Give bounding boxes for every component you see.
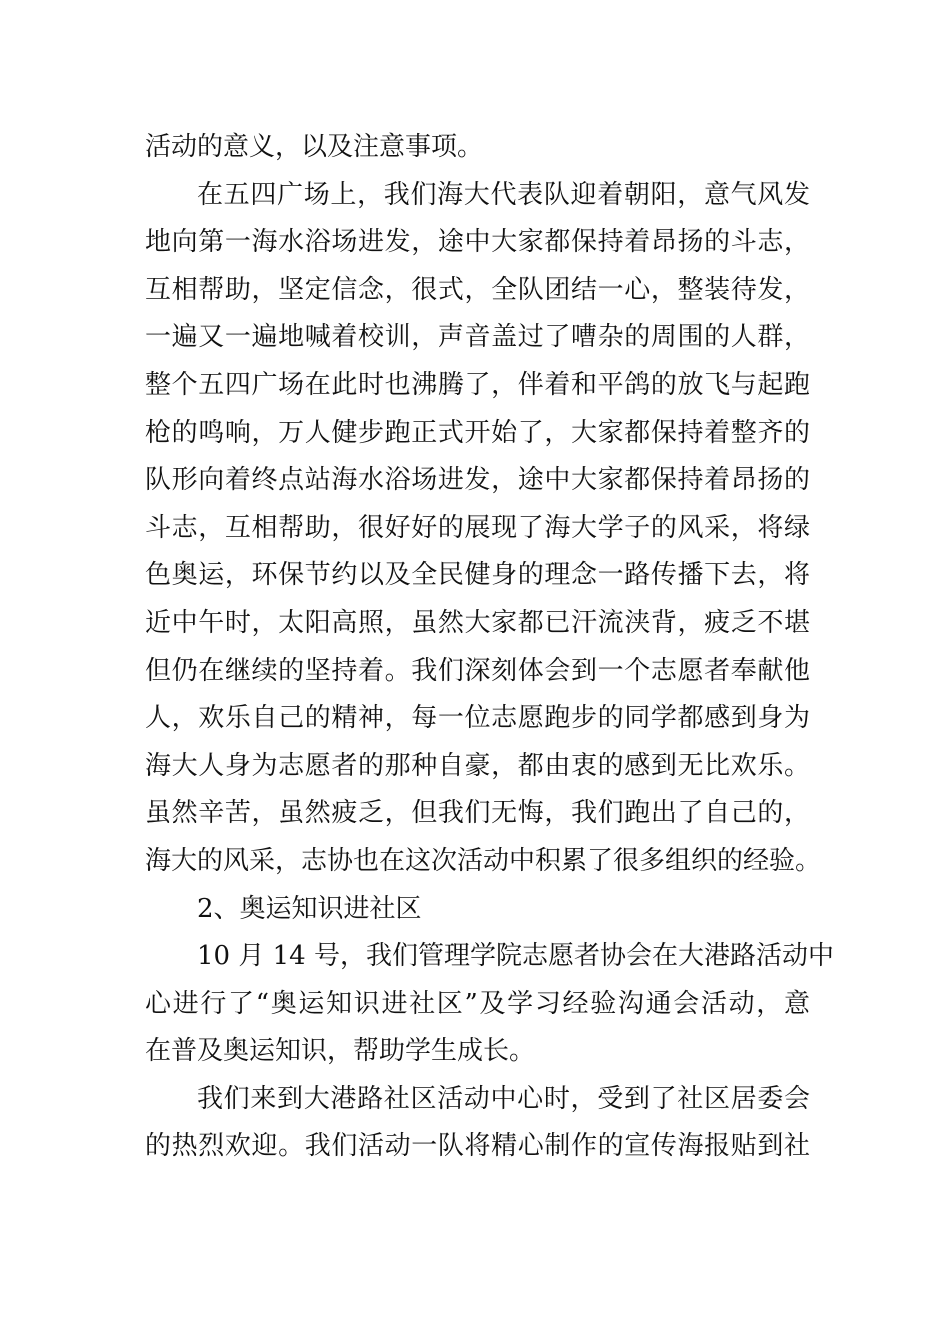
text-line: 队形向着终点站海水浴场进发，途中大家都保持着昂扬的 (145, 465, 810, 496)
document-body (145, 124, 834, 1171)
text-line: 2、奥运知识进社区 (197, 893, 422, 924)
text-line: 在五四广场上，我们海大代表队迎着朝阳，意气风发 (197, 179, 810, 210)
text-line: 近中午时，太阳高照，虽然大家都已汗流浃背，疲乏不堪 (145, 607, 810, 638)
text-line: 但仍在继续的坚持着。我们深刻体会到一个志愿者奉献他 (145, 655, 810, 686)
text-line: 地向第一海水浴场进发，途中大家都保持着昂扬的斗志， (145, 227, 810, 258)
text-line: 海大人身为志愿者的那种自豪，都由衷的感到无比欢乐。 (145, 750, 810, 781)
text-line: 互相帮助，坚定信念，很式，全队团结一心，整装待发， (145, 274, 810, 305)
text-line: 在普及奥运知识，帮助学生成长。 (145, 1036, 536, 1067)
text-line: 整个五四广场在此时也沸腾了，伴着和平鸽的放飞与起跑 (145, 369, 810, 400)
text-line: 枪的鸣响，万人健步跑正式开始了，大家都保持着整齐的 (145, 417, 810, 448)
text-line: 虽然辛苦，虽然疲乏，但我们无悔，我们跑出了自己的， (145, 798, 810, 829)
text-line: 10 月 14 号，我们管理学院志愿者协会在大港路活动中 (197, 941, 834, 972)
text-line: 心进行了“奥运知识进社区”及学习经验沟通会活动，意 (145, 988, 810, 1019)
text-line: 活动的意义，以及注意事项。 (145, 132, 484, 162)
text-line: 的热烈欢迎。我们活动一队将精心制作的宣传海报贴到社 (145, 1131, 810, 1162)
text-line: 人，欢乐自己的精神，每一位志愿跑步的同学都感到身为 (145, 703, 810, 734)
text-line: 色奥运，环保节约以及全民健身的理念一路传播下去，将 (145, 560, 810, 591)
text-line: 海大的风采，志协也在这次活动中积累了很多组织的经验。 (145, 845, 822, 876)
text-line: 斗志，互相帮助，很好好的展现了海大学子的风采，将绿 (145, 512, 810, 543)
text-line: 我们来到大港路社区活动中心时，受到了社区居委会 (197, 1083, 810, 1114)
text-line: 一遍又一遍地喊着校训，声音盖过了嘈杂的周围的人群， (145, 322, 810, 353)
